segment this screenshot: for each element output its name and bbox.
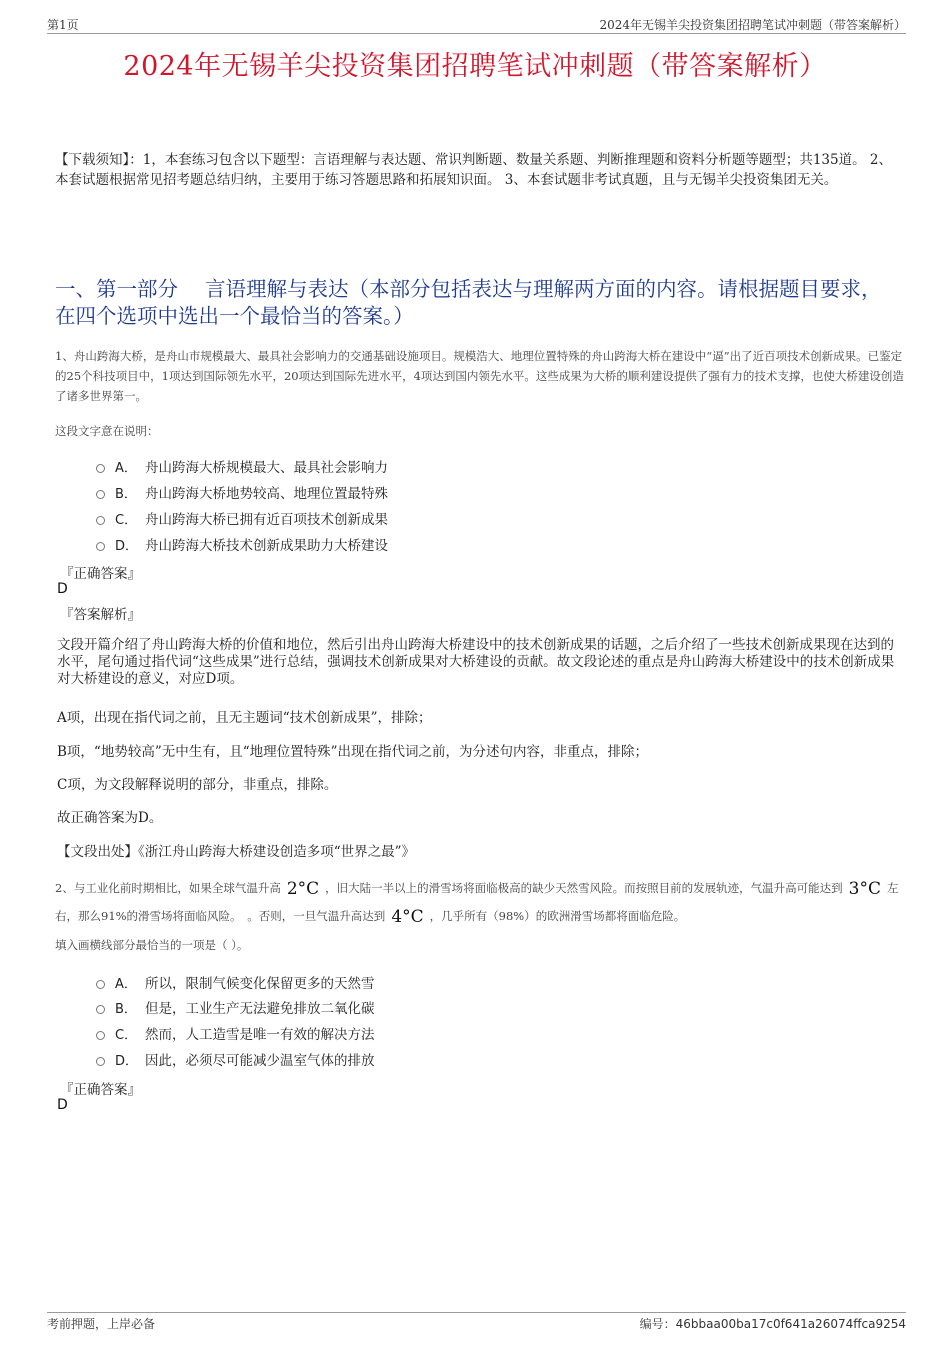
option-text: 因此，必须尽可能减少温室气体的排放 [145,1053,375,1069]
radio-icon[interactable] [96,1031,105,1040]
temperature-3c: 3°C [848,879,881,899]
radio-icon[interactable] [96,980,105,989]
question-1-note-b: B项，“地势较高”无中生有，且“地理位置特殊”出现在指代词之前，为分述句内容，非重点，排除； [57,744,649,760]
question-1-stem: 1、舟山跨海大桥，是舟山市规模最大、最具社会影响力的交通基础设施项目。规模浩大、地理位置特殊的舟山跨海大桥在建设中“逼”出了近百项技术创新成果。已鉴定的25个科技项目中，1项达到国际领先水平，20项达到国际先进水平，4项达到国内领先水平。这些成果为大桥的顺利建设提供了强有力的技术支撑，也使大桥建设创造了诸多世界第一。 [55,349,904,403]
temperature-2c: 2°C [286,879,320,899]
question-1-answer: D [57,581,68,597]
stem-text: 左右，那么91%的滑雪场将面临风险。 。否则，一旦气温升高达到 [55,881,899,923]
option-text: 舟山跨海大桥地势较高、地理位置最特殊 [145,486,388,502]
option-text: 舟山跨海大桥技术创新成果助力大桥建设 [145,538,388,554]
question-1-option-d[interactable] [96,534,388,554]
option-letter: B． [115,486,137,502]
stem-text: ，几乎所有（98%）的欧洲滑雪场都将面临危险。 [429,909,686,923]
option-letter: B． [115,1001,137,1017]
question-1-option-c[interactable] [96,508,388,528]
option-letter: C． [115,1027,138,1043]
question-2-stem [55,874,905,930]
question-2-option-b[interactable] [96,997,375,1017]
question-2-option-a[interactable] [96,972,375,992]
section-heading: 一、第一部分 言语理解与表达（本部分包括表达与理解两方面的内容。请根据题目要求，在四个选项中选出一个最恰当的答案。） [55,277,882,328]
radio-icon[interactable] [96,1057,105,1066]
header-divider [47,33,906,34]
footer-divider [47,1312,906,1313]
doc-id-value: 46bbaa00ba17c0f641a26074ffca9254 [675,1317,906,1331]
radio-icon[interactable] [96,542,105,551]
option-text: 所以，限制气候变化保留更多的天然雪 [145,976,375,992]
question-1-analysis-label: 『答案解析』 [60,607,141,623]
option-letter: D． [115,538,139,554]
question-1-analysis: 文段开篇介绍了舟山跨海大桥的价值和地位，然后引出舟山跨海大桥建设中的技术创新成果的话题，之后介绍了一些技术创新成果现在达到的水平，尾句通过指代词“这些成果”进行总结，强调技术创新成果对大桥建设的贡献。故文段论述的重点是舟山跨海大桥建设中的技术创新成果对大桥建设的意义，对应D项。 [57,637,895,687]
option-letter: A． [115,460,137,476]
question-1-prompt: 这段文字意在说明： [55,424,159,438]
radio-icon[interactable] [96,490,105,499]
radio-icon[interactable] [96,464,105,473]
header-doc-title: 2024年无锡羊尖投资集团招聘笔试冲刺题（带答案解析） [599,18,906,32]
question-1-note-a: A项，出现在指代词之前，且无主题词“技术创新成果”，排除； [57,710,432,726]
question-2-answer-label: 『正确答案』 [60,1082,141,1098]
question-1-note-c: C项，为文段解释说明的部分，非重点，排除。 [57,777,338,793]
radio-icon[interactable] [96,1005,105,1014]
question-1-option-b[interactable] [96,482,388,502]
doc-id-label: 编号： [639,1317,676,1331]
question-1-option-a[interactable] [96,456,388,476]
document-title: 2024年无锡羊尖投资集团招聘笔试冲刺题（带答案解析） [123,51,827,82]
question-1-source: 【文段出处】《浙江舟山跨海大桥建设创造多项“世界之最”》 [57,844,416,860]
option-letter: A． [115,976,137,992]
temperature-4c: 4°C [391,907,424,927]
option-text: 舟山跨海大桥已拥有近百项技术创新成果 [145,512,388,528]
question-1-conclusion: 故正确答案为D。 [57,810,163,826]
radio-icon[interactable] [96,516,105,525]
option-text: 然而，人工造雪是唯一有效的解决方法 [145,1027,375,1043]
option-letter: C． [115,512,138,528]
footer-slogan: 考前押题，上岸必备 [47,1317,156,1331]
stem-text: ，旧大陆一半以上的滑雪场将面临极高的缺少天然雪风险。而按照目前的发展轨迹，气温升高可能达到 [325,881,843,895]
option-text: 舟山跨海大桥规模最大、最具社会影响力 [145,460,388,476]
question-2-prompt: 填入画横线部分最恰当的一项是（ ）。 [55,938,249,952]
option-letter: D． [115,1053,139,1069]
download-notice: 【下载须知】：1，本套练习包含以下题型：言语理解与表达题、常识判断题、数量关系题、判断推理题和资料分析题等题型；共135道。 2、本套试题根据常见招考题总结归纳，主要用于练习答题思路和拓展知识面。 3、本套试题非考试真题，且与无锡羊尖投资集团无关。 [55,152,892,188]
question-2-option-c[interactable] [96,1023,375,1043]
question-1-answer-label: 『正确答案』 [60,566,141,582]
option-text: 但是，工业生产无法避免排放二氧化碳 [145,1001,375,1017]
page-number: 第1页 [47,18,79,32]
question-2-option-d[interactable] [96,1049,375,1069]
stem-text: 2、与工业化前时期相比，如果全球气温升高 [55,881,281,895]
question-2-answer: D [57,1097,68,1113]
footer-doc-id [640,1315,906,1332]
